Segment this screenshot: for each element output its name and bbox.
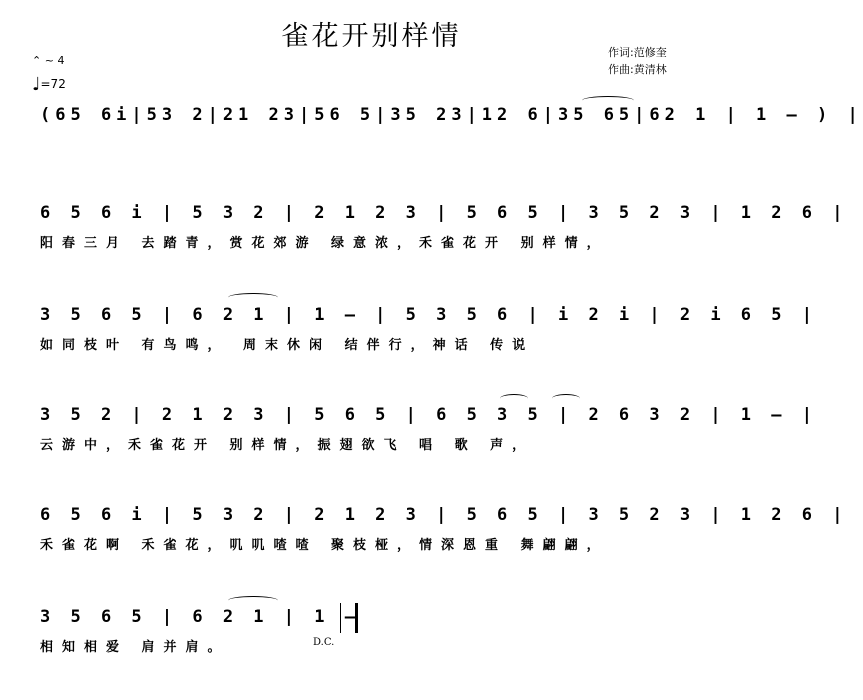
tie-mark (582, 96, 634, 105)
notes-line-3: 3 5 2 | 2 1 2 3 | 5 6 5 | 6 5 3 5 | 2 6 3 2 | 1 – | (40, 405, 817, 425)
tie-mark (228, 596, 278, 605)
time-signature (32, 54, 64, 67)
tie-mark (228, 293, 278, 302)
tempo-value: =72 (40, 77, 66, 91)
lyrics-line-4: 禾雀花啊 禾雀花，叽叽喳喳 聚枝桠，情深恩重 舞翩翩， (40, 538, 609, 553)
slur-mark (500, 394, 528, 403)
da-capo-mark: D.C. (313, 637, 335, 648)
lyricist-credit: 作词:范修奎 (608, 46, 667, 59)
lyrics-line-3: 云游中，禾雀花开 别样情，振翅欲飞 唱 歌 声， (40, 438, 535, 453)
quarter-note-icon: ♩ (32, 74, 41, 95)
credits (608, 44, 667, 78)
notes-line-2: 3 5 6 5 | 6 2 1 | 1 – | 5 3 5 6 | i 2 i | 2 i 6 5 | (40, 305, 817, 325)
final-barline (340, 603, 358, 633)
lyrics-line-5: 相知相爱 肩并肩。 (40, 640, 230, 655)
lyrics-line-1: 阳春三月 去踏青，赏花郊游 绿意浓，禾雀花开 别样情， (40, 236, 609, 251)
slur-mark (552, 394, 580, 403)
meter-value: 4 (57, 54, 65, 67)
tempo-marking (32, 74, 66, 95)
notes-line-4: 6 5 6 i | 5 3 2 | 2 1 2 3 | 5 6 5 | 3 5 2 3 | 1 2 6 | (40, 505, 848, 525)
intro-notes: (65 6i|53 2|21 23|56 5|35 23|12 6|35 65|62 1 | 1 – ) | (40, 105, 863, 125)
lyrics-line-2: 如同枝叶 有鸟鸣， 周末休闲 结伴行，神话 传说 (40, 338, 535, 353)
song-title: 雀花开别样情 (281, 21, 462, 52)
notes-line-5: 3 5 6 5 | 6 2 1 | 1 – (40, 607, 360, 627)
meter-top: ⌃ ~ (32, 54, 54, 67)
composer-credit: 作曲:黄清林 (608, 63, 667, 76)
notes-line-1: 6 5 6 i | 5 3 2 | 2 1 2 3 | 5 6 5 | 3 5 2 3 | 1 2 6 | (40, 203, 848, 223)
